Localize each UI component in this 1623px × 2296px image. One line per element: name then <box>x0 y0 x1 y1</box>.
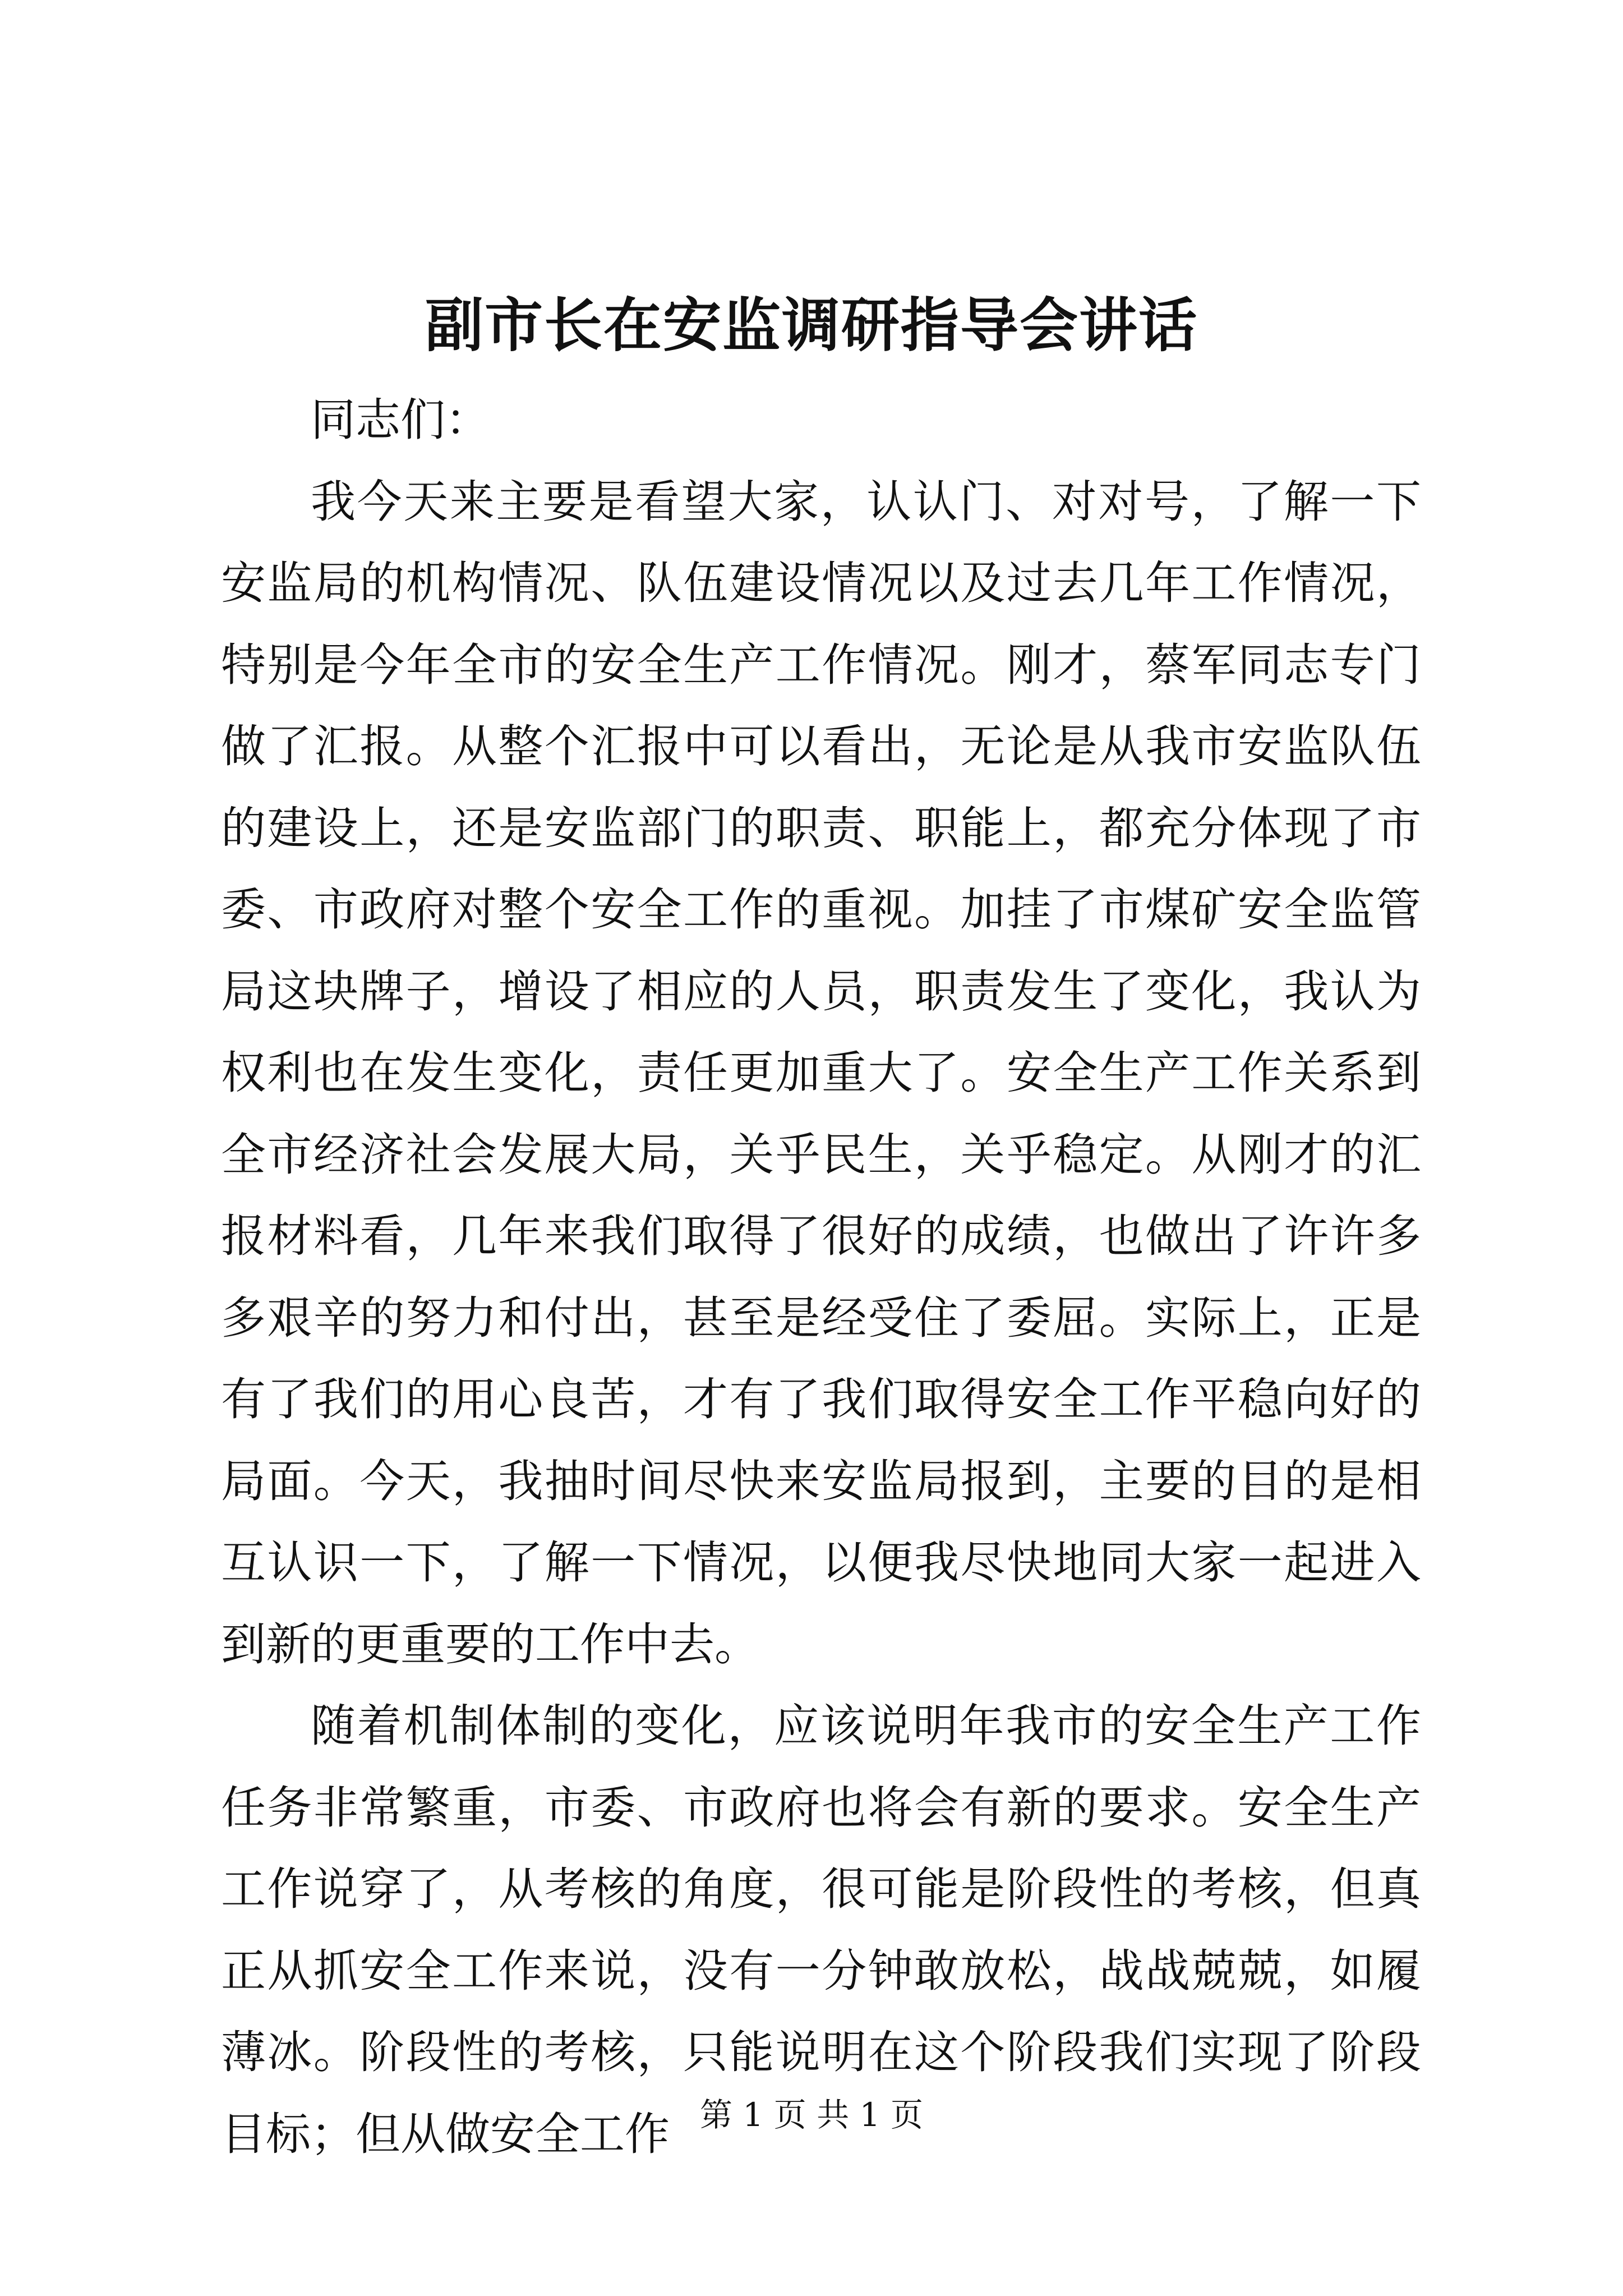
page-footer <box>0 2092 1623 2137</box>
document-title: 副市长在安监调研指导会讲话 <box>425 291 1198 360</box>
paragraph-1: 我今天来主要是看望大家，认认门、对对号，了解一下安监局的机构情况、队伍建设情况以及过去几年工作情况，特别是今年全市的安全生产工作情况。刚才，蔡军同志专门做了汇报。从整个汇报中可以看出，无论是从我市安监队伍的建设上，还是安监部门的职责、职能上，都充分体现了市委、市政府对整个安全工作的重视。加挂了市煤矿安全监管局这块牌子，增设了相应的人员，职责发生了变化，我认为权利也在发生变化，责任更加重大了。安全生产工作关系到全市经济社会发展大局，关乎民生，关乎稳定。从刚才的汇报材料看，几年来我们取得了很好的成绩，也做出了许许多多艰辛的努力和付出，甚至是经受住了委屈。实际上，正是有了我们的用心良苦，才有了我们取得安全工作平稳向好的局面。今天，我抽时间尽快来安监局报到，主要的目的是相互认识一下，了解一下情况，以便我尽快地同大家一起进入到新的更重要的工作中去。 <box>221 475 1421 1671</box>
document-body <box>221 379 1421 2175</box>
salutation: 同志们： <box>311 394 490 446</box>
page-number-label: 第 1 页 共 1 页 <box>700 2096 923 2134</box>
paragraph-2: 随着机制体制的变化，应该说明年我市的安全生产工作任务非常繁重，市委、市政府也将会有新的要求。安全生产工作说穿了，从考核的角度，很可能是阶段性的考核，但真正从抓安全工作来说，没有一分钟敢放松，战战兢兢，如履薄冰。阶段性的考核，只能说明在这个阶段我们实现了阶段目标；但从做安全工作 <box>221 1700 1421 2160</box>
